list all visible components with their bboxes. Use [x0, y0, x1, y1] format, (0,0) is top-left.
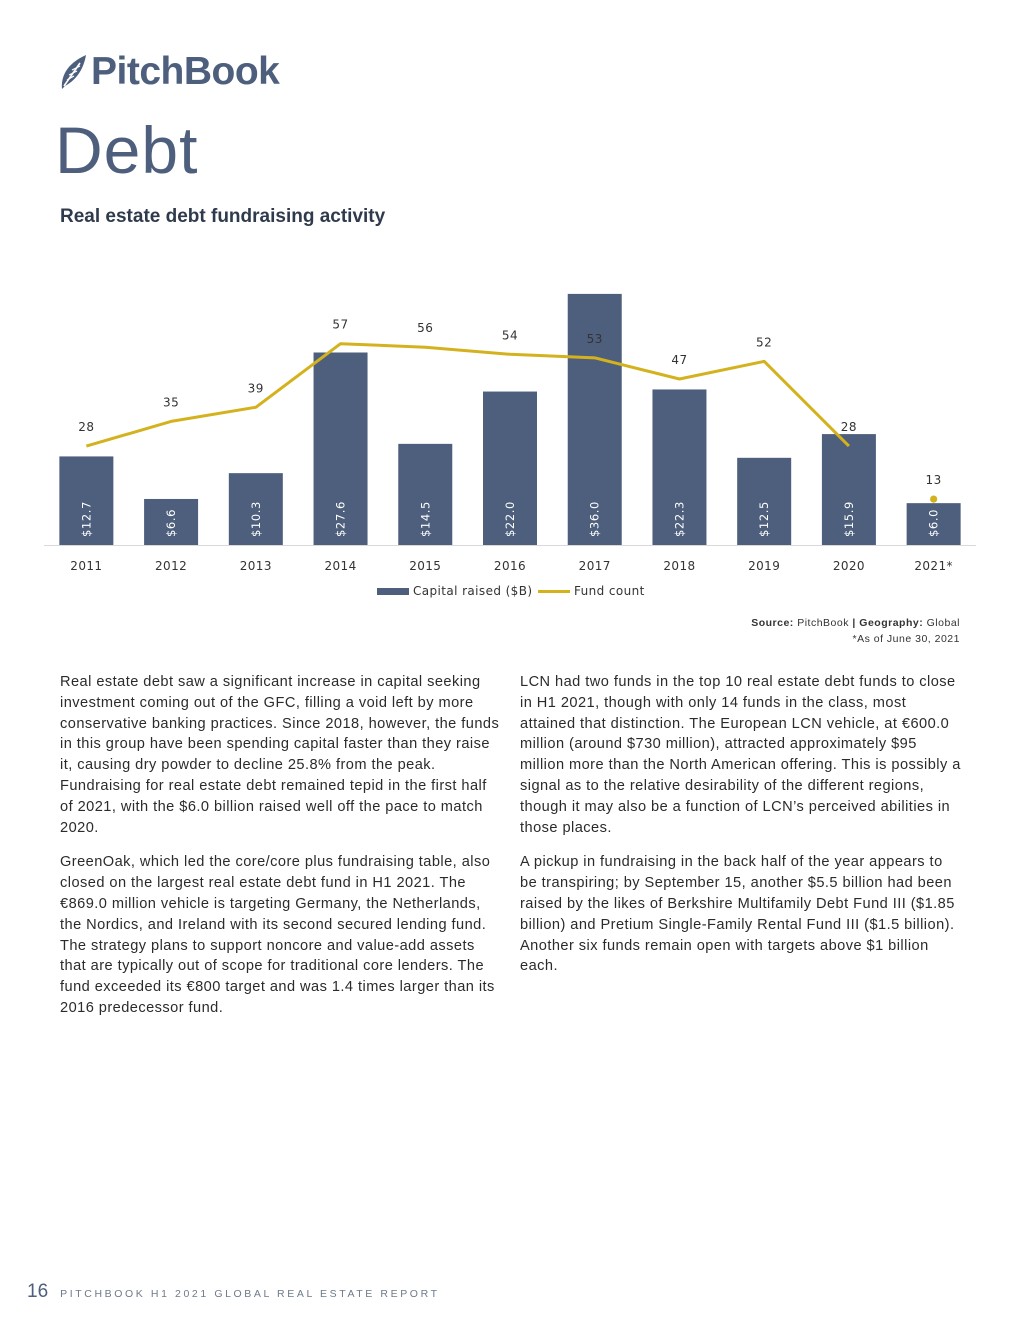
bar-value-label: $36.0 — [587, 501, 602, 537]
source-value: PitchBook — [797, 617, 849, 629]
fundraising-chart — [0, 0, 1020, 640]
page-footer — [27, 1281, 440, 1303]
fund-count-label: 53 — [586, 331, 603, 346]
body-column-right — [520, 672, 962, 991]
fund-count-label: 28 — [840, 420, 858, 435]
x-tick-label: 2020 — [832, 559, 865, 573]
geography-label: Geography: — [859, 617, 924, 629]
x-tick-label: 2011 — [70, 559, 103, 573]
x-tick-label: 2019 — [748, 559, 781, 573]
logo-text: PitchBook — [91, 50, 280, 93]
bar-value-label: $12.7 — [79, 501, 94, 537]
bar-value-label: $27.6 — [333, 501, 348, 537]
source-label: Source: — [751, 617, 794, 629]
bar-value-label: $6.6 — [164, 508, 179, 537]
body-paragraph: GreenOak, which led the core/core plus fundraising table, also closed on the largest real estate debt fund in H1 2021. The €869.0 million vehicle is targeting Germany, the Netherlands, the Nordics, and Ireland with its second secured lending fund. The strategy plans to support noncore and value-add assets that are typically out of scope for traditional core lenders. The fund exceeded its €800 target and was 1.4 times larger than its 2016 predecessor fund. — [60, 854, 495, 1016]
chart-source — [751, 615, 960, 647]
fund-count-line — [86, 344, 849, 446]
bar-value-label: $10.3 — [248, 501, 263, 537]
x-tick-label: 2016 — [493, 559, 527, 573]
fund-count-label: 35 — [162, 395, 180, 410]
bar-value-label: $14.5 — [418, 501, 433, 537]
fund-count-label: 39 — [247, 381, 264, 396]
bar-value-label: $12.5 — [757, 501, 772, 537]
page-title: Debt — [55, 113, 199, 187]
x-tick-label: 2015 — [409, 559, 442, 573]
report-name: PITCHBOOK H1 2021 GLOBAL REAL ESTATE REPORT — [60, 1288, 440, 1300]
x-tick-label: 2013 — [239, 559, 272, 573]
as-of-note: *As of June 30, 2021 — [852, 633, 960, 645]
fund-count-label: 54 — [501, 328, 519, 343]
fund-count-label: 56 — [417, 321, 434, 336]
x-tick-label: 2012 — [155, 559, 188, 573]
body-paragraph: LCN had two funds in the top 10 real estate debt funds to close in H1 2021, though with only 14 funds in the class, most attained that distinction. The European LCN vehicle, at €600.0 million (around $730 million), attracted approximately $95 million more than the North American offering. This is possibly a signal as to the relative desirability of the different regions, though it may also be a function of LCN’s perceived abilities in those places. — [520, 674, 961, 836]
fund-count-label: 57 — [332, 317, 349, 332]
body-paragraph: A pickup in fundraising in the back half of the year appears to be transpiring; by September 15, another $5.5 billion had been raised by the likes of Berkshire Multifamily Debt Fund III ($1.85 billion) and Pretium Single-Family Rental Fund III ($1.5 billion). Another six funds remain open with targets above $1 billion each. — [520, 854, 955, 975]
source-separator: | — [852, 617, 856, 629]
geography-value: Global — [926, 617, 960, 629]
body-column-left — [60, 672, 502, 1033]
fund-count-label: 13 — [925, 473, 942, 488]
legend-label-capital-raised: Capital raised ($B) — [413, 584, 533, 598]
legend-swatch-capital-raised — [377, 588, 409, 595]
x-tick-label: 2014 — [324, 559, 357, 573]
x-tick-label: 2018 — [663, 559, 696, 573]
fund-count-point — [930, 495, 937, 502]
legend-label-fund-count: Fund count — [574, 584, 645, 598]
chart-title: Real estate debt fundraising activity — [60, 206, 386, 227]
bar-value-label: $6.0 — [926, 508, 941, 537]
fund-count-label: 28 — [78, 420, 95, 435]
fund-count-label: 52 — [756, 335, 773, 350]
x-tick-label: 2017 — [578, 559, 611, 573]
fund-count-label: 47 — [671, 353, 688, 368]
page-number: 16 — [27, 1281, 49, 1302]
x-tick-label: 2021* — [914, 559, 953, 573]
bar-value-label: $22.3 — [672, 501, 687, 537]
bar-value-label: $15.9 — [841, 501, 856, 537]
body-paragraph: Real estate debt saw a significant increase in capital seeking investment coming out of the GFC, filling a void left by more conservative banking practices. Since 2018, however, the funds in this group have been spending capital faster than they raise it, causing dry powder to decline 25.8% from the peak. Fundraising for real estate debt remained tepid in the first half of 2021, with the $6.0 billion raised well off the pace to match 2020. — [60, 674, 500, 836]
bar-value-label: $22.0 — [503, 501, 517, 537]
